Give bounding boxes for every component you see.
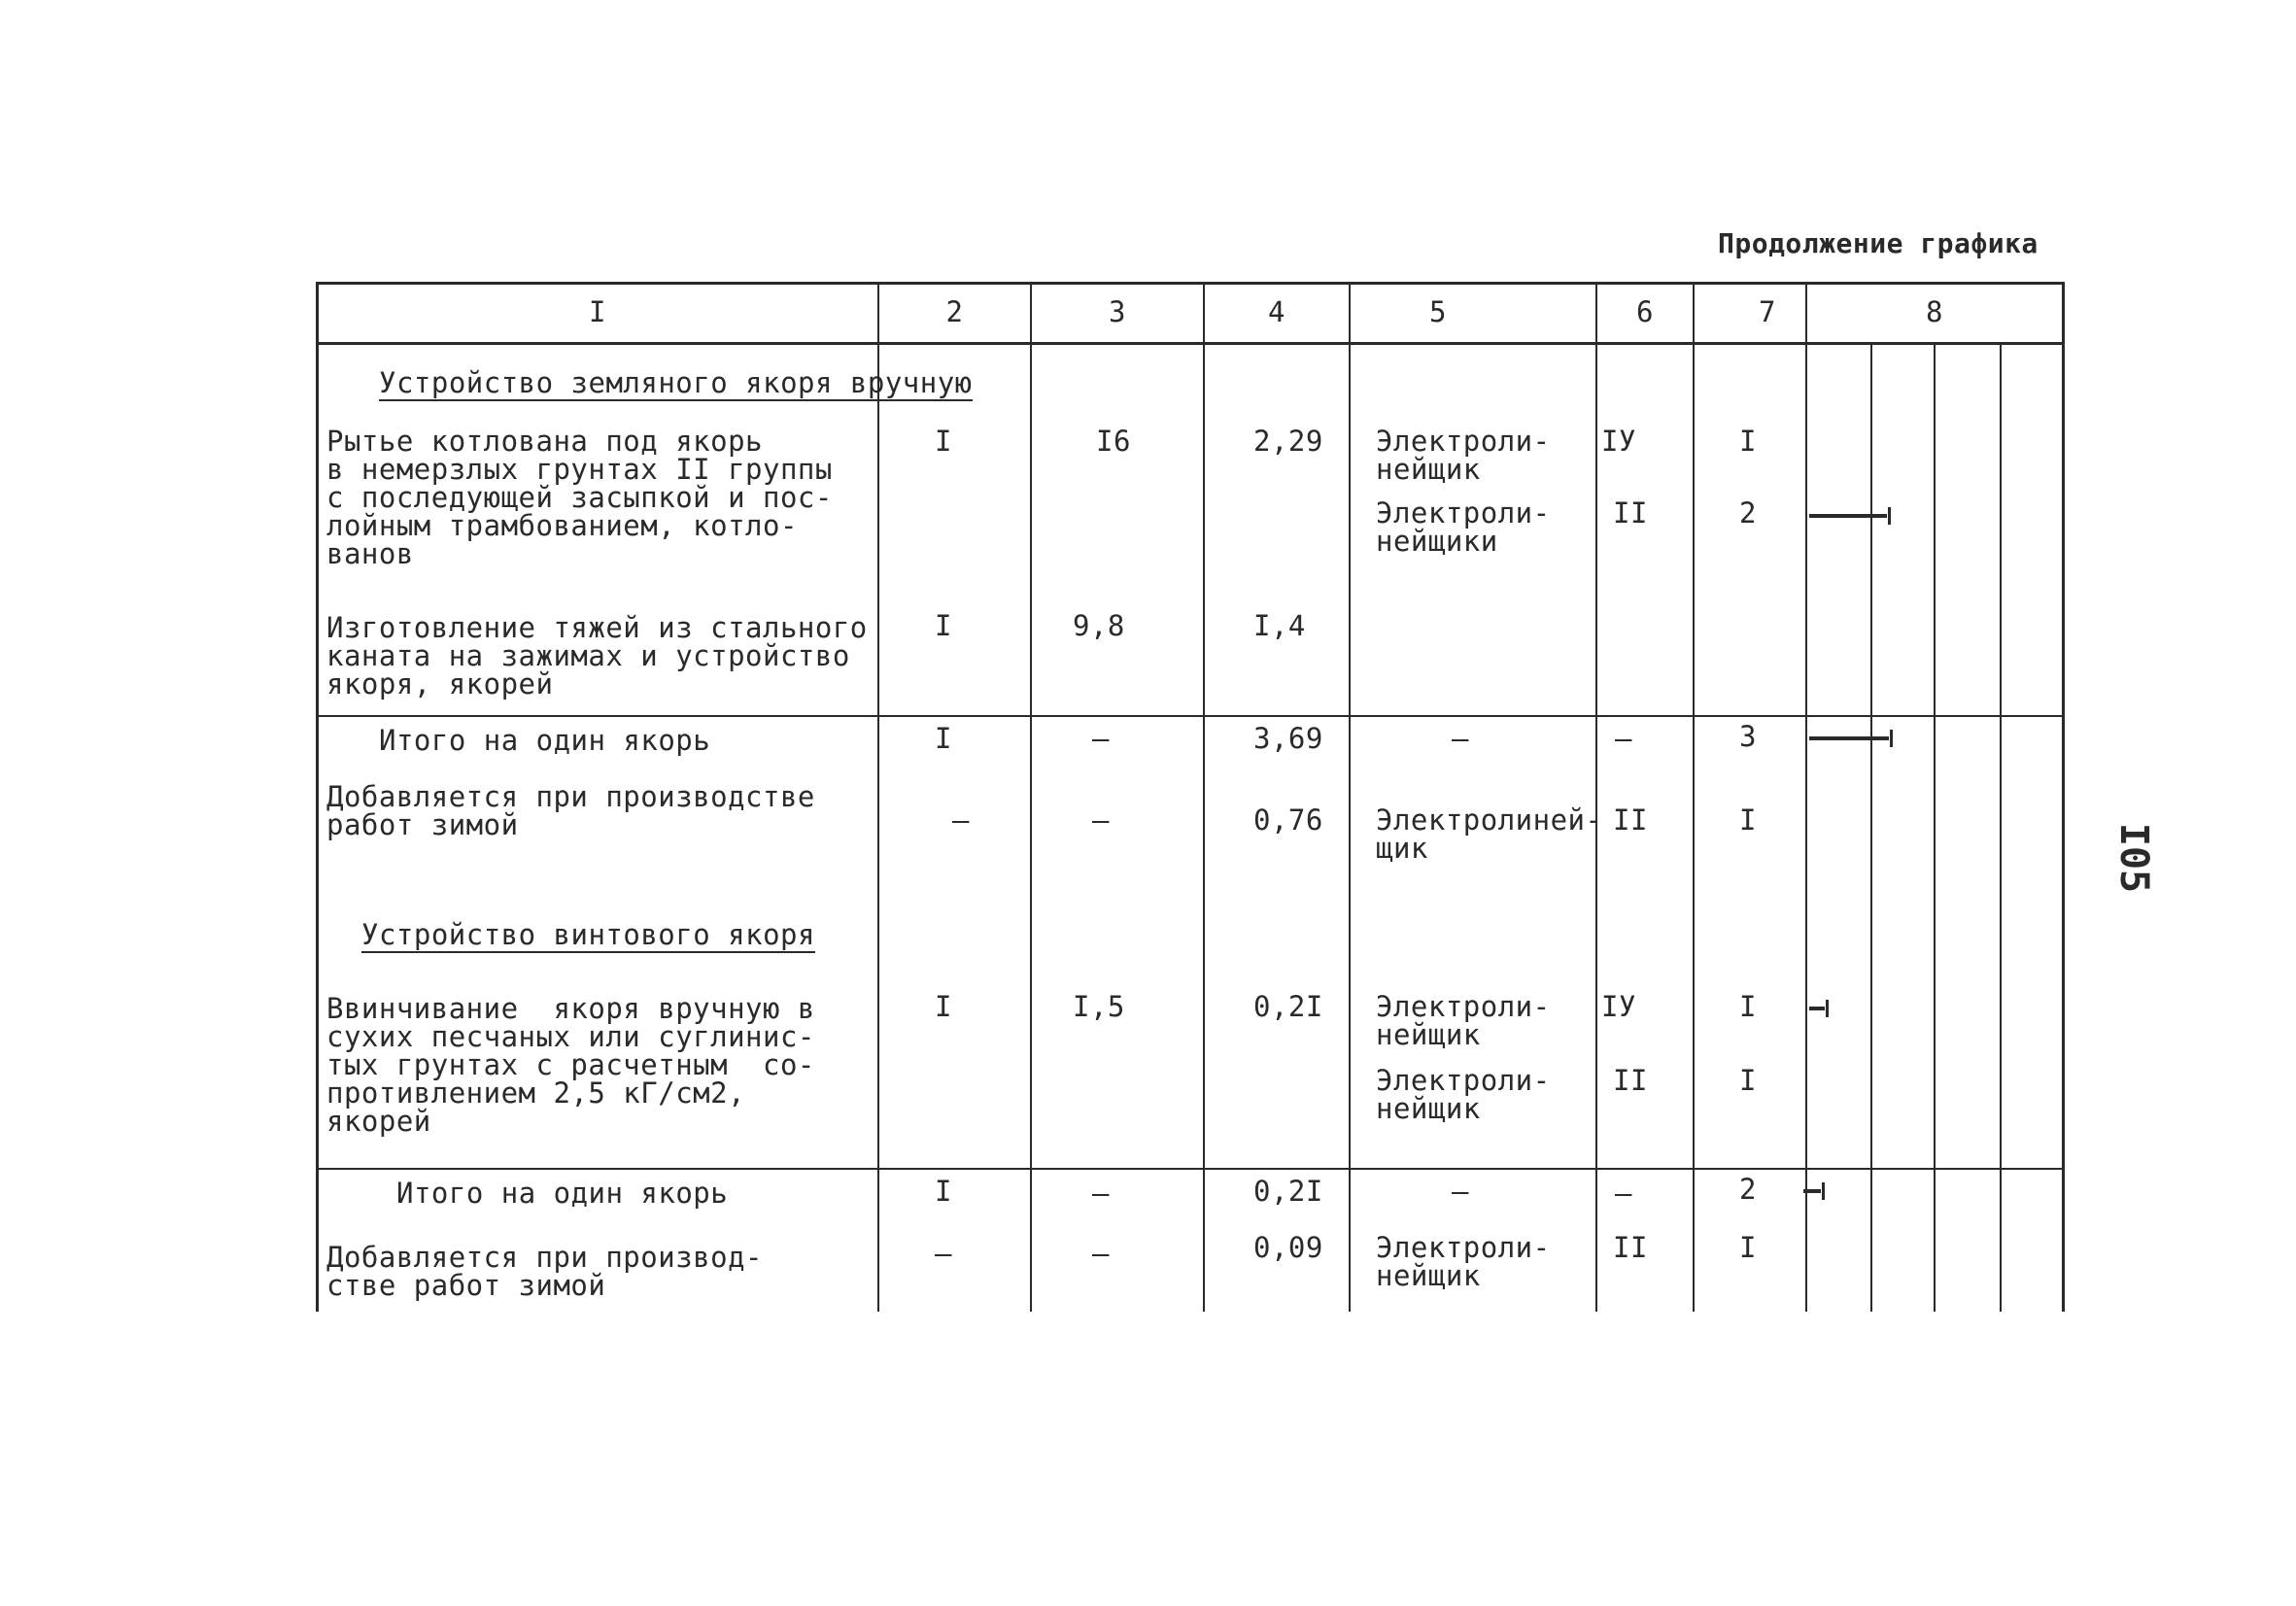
work-description: Добавляется при производстве работ зимой bbox=[326, 780, 815, 841]
col-3-value: I,5 bbox=[1073, 990, 1125, 1023]
col-3-value: 9,8 bbox=[1073, 609, 1125, 642]
col-4-value: 0,2I bbox=[1253, 1175, 1323, 1208]
worker-grade: II bbox=[1613, 1231, 1648, 1264]
total-label: Итого на один якорь bbox=[379, 724, 711, 757]
worker-count: I bbox=[1739, 803, 1757, 837]
header-col-8: 8 bbox=[1926, 295, 1943, 328]
col-3-value: – bbox=[1092, 803, 1110, 837]
header-col-7: 7 bbox=[1759, 295, 1776, 328]
worker-grade: II bbox=[1613, 496, 1648, 530]
worker-count: 3 bbox=[1739, 720, 1757, 753]
worker-profession: Электроли- нейщик bbox=[1376, 1231, 1551, 1292]
col-3-value: I6 bbox=[1096, 425, 1131, 458]
col-4-value: 0,76 bbox=[1253, 803, 1323, 837]
col-2-value: I bbox=[935, 609, 952, 642]
worker-count: I bbox=[1739, 1231, 1757, 1264]
worker-count: 2 bbox=[1739, 496, 1757, 530]
worker-grade: II bbox=[1613, 803, 1648, 837]
col-4-value: I,4 bbox=[1253, 609, 1306, 642]
col-5-value: – bbox=[1452, 722, 1469, 755]
work-description: Добавляется при производ- стве работ зимой bbox=[326, 1241, 763, 1302]
col-6-value: – bbox=[1615, 722, 1632, 755]
col-4-value: 3,69 bbox=[1253, 722, 1323, 755]
worker-grade: IУ bbox=[1601, 425, 1636, 458]
col-6-value: – bbox=[1615, 1177, 1632, 1210]
worker-profession: Электроли- нейщик bbox=[1376, 1064, 1551, 1125]
col-3-value: – bbox=[1092, 1177, 1110, 1210]
worker-grade: II bbox=[1613, 1064, 1648, 1097]
col-5-value: – bbox=[1452, 1175, 1469, 1208]
work-description: Рытье котлована под якорь в немерзлых грунтах II группы с последующей засыпкой и пос- лойным трамбованием, котло- ванов bbox=[326, 425, 833, 570]
worker-count: I bbox=[1739, 1064, 1757, 1097]
section-title-earth-anchor: Устройство земляного якоря вручную bbox=[379, 366, 973, 399]
header-col-3: 3 bbox=[1109, 295, 1126, 328]
schedule-bar bbox=[1803, 1189, 1821, 1193]
worker-profession: Электроли- нейщик bbox=[1376, 990, 1551, 1051]
col-2-value: I bbox=[935, 990, 952, 1023]
col-3-value: – bbox=[1092, 722, 1110, 755]
worker-count: I bbox=[1739, 990, 1757, 1023]
worker-profession: Электроли- нейщики bbox=[1376, 496, 1551, 558]
col-2-value: I bbox=[935, 722, 952, 755]
total-label: Итого на один якорь bbox=[396, 1177, 729, 1210]
col-4-value: 2,29 bbox=[1253, 425, 1323, 458]
schedule-bar bbox=[1809, 1007, 1825, 1010]
col-4-value: 0,09 bbox=[1253, 1231, 1323, 1264]
section-title-screw-anchor: Устройство винтового якоря bbox=[361, 918, 815, 951]
worker-profession: Электроли- нейщик bbox=[1376, 425, 1551, 486]
header-col-1: I bbox=[589, 295, 606, 328]
worker-count: I bbox=[1739, 425, 1757, 458]
worker-grade: IУ bbox=[1601, 990, 1636, 1023]
header-col-2: 2 bbox=[945, 295, 964, 328]
continuation-label: Продолжение графика bbox=[1718, 227, 2039, 259]
work-description: Изготовление тяжей из стального каната на зажимах и устройство якоря, якорей bbox=[326, 611, 868, 700]
schedule-bar bbox=[1809, 514, 1887, 518]
col-2-value: – bbox=[952, 803, 970, 837]
header-col-4: 4 bbox=[1268, 295, 1285, 328]
header-col-6: 6 bbox=[1636, 295, 1654, 328]
schedule-bar bbox=[1809, 736, 1889, 740]
worker-count: 2 bbox=[1739, 1173, 1757, 1206]
worker-profession: Электролиней- щик bbox=[1376, 803, 1603, 865]
col-4-value: 0,2I bbox=[1253, 990, 1323, 1023]
col-2-value: I bbox=[935, 425, 952, 458]
col-3-value: – bbox=[1092, 1237, 1110, 1270]
work-description: Ввинчивание якоря вручную в сухих песчаных или суглинис- тых грунтах с расчетным со- противлением 2,5 кГ/см2, якорей bbox=[326, 992, 815, 1138]
col-2-value: I bbox=[935, 1175, 952, 1208]
header-col-5: 5 bbox=[1429, 295, 1447, 328]
col-2-value: – bbox=[935, 1237, 952, 1270]
page-number: I05 bbox=[2111, 822, 2157, 894]
